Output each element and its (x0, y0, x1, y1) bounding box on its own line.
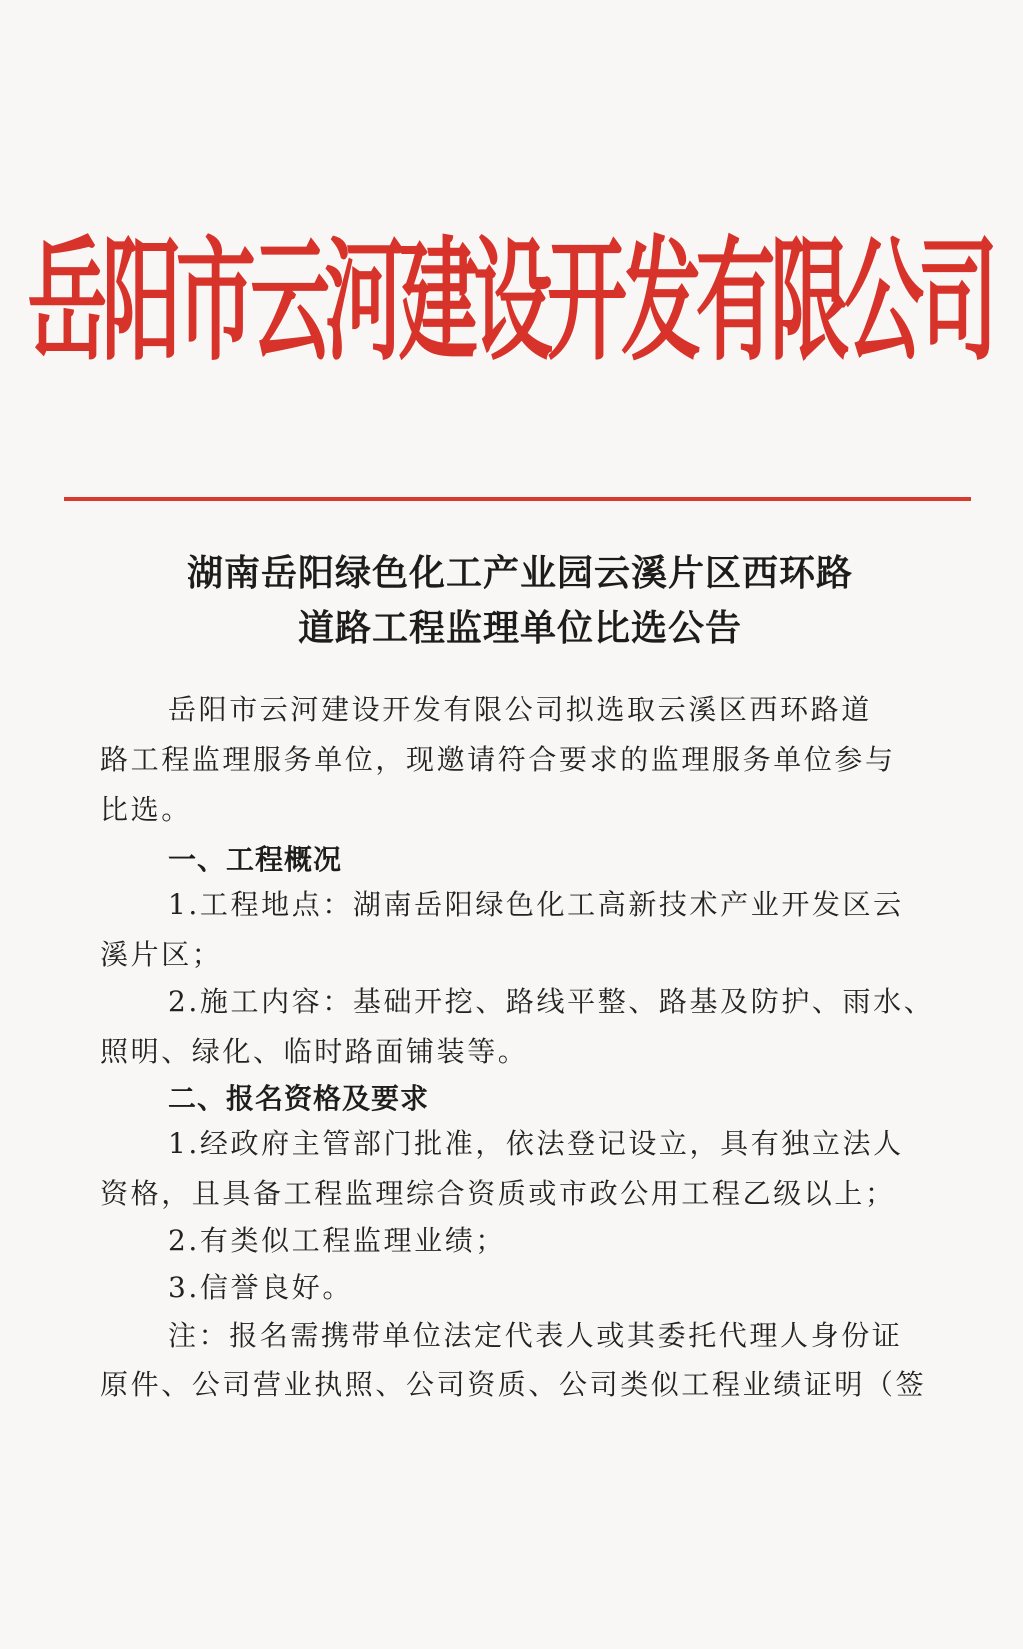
section-heading-qualifications: 二、报名资格及要求 (168, 1082, 430, 1115)
letterhead-red-rule (64, 497, 971, 501)
overview-item-1-line-2: 溪片区； (100, 938, 223, 971)
section-heading-project-overview: 一、工程概况 (168, 843, 343, 876)
overview-item-1-line-1: 1.工程地点：湖南岳阳绿色化工高新技术产业开发区云 (168, 888, 904, 921)
intro-line-1: 岳阳市云河建设开发有限公司拟选取云溪区西环路道 (168, 693, 872, 726)
overview-item-2-line-2: 照明、绿化、临时路面铺装等。 (100, 1035, 529, 1068)
qualification-item-2: 2.有类似工程监理业绩； (168, 1224, 506, 1257)
intro-line-2: 路工程监理服务单位，现邀请符合要求的监理服务单位参与 (100, 743, 896, 776)
document-title-line-1: 湖南岳阳绿色化工产业园云溪片区西环路 (186, 552, 853, 594)
document-title-line-2: 道路工程监理单位比选公告 (297, 607, 742, 649)
overview-item-2-line-1: 2.施工内容：基础开挖、路线平整、路基及防护、雨水、 (168, 985, 935, 1018)
qualification-item-3: 3.信誉良好。 (168, 1271, 353, 1304)
note-line-1: 注：报名需携带单位法定代表人或其委托代理人身份证 (168, 1319, 903, 1352)
letterhead-company-name: 岳阳市云河建设开发有限公司 (27, 224, 993, 380)
qualification-item-1-line-2: 资格，且具备工程监理综合资质或市政公用工程乙级以上； (100, 1177, 896, 1210)
intro-line-3: 比选。 (100, 793, 192, 826)
qualification-item-1-line-1: 1.经政府主管部门批准，依法登记设立，具有独立法人 (168, 1127, 904, 1160)
note-line-2: 原件、公司营业执照、公司资质、公司类似工程业绩证明（签 (100, 1368, 927, 1401)
